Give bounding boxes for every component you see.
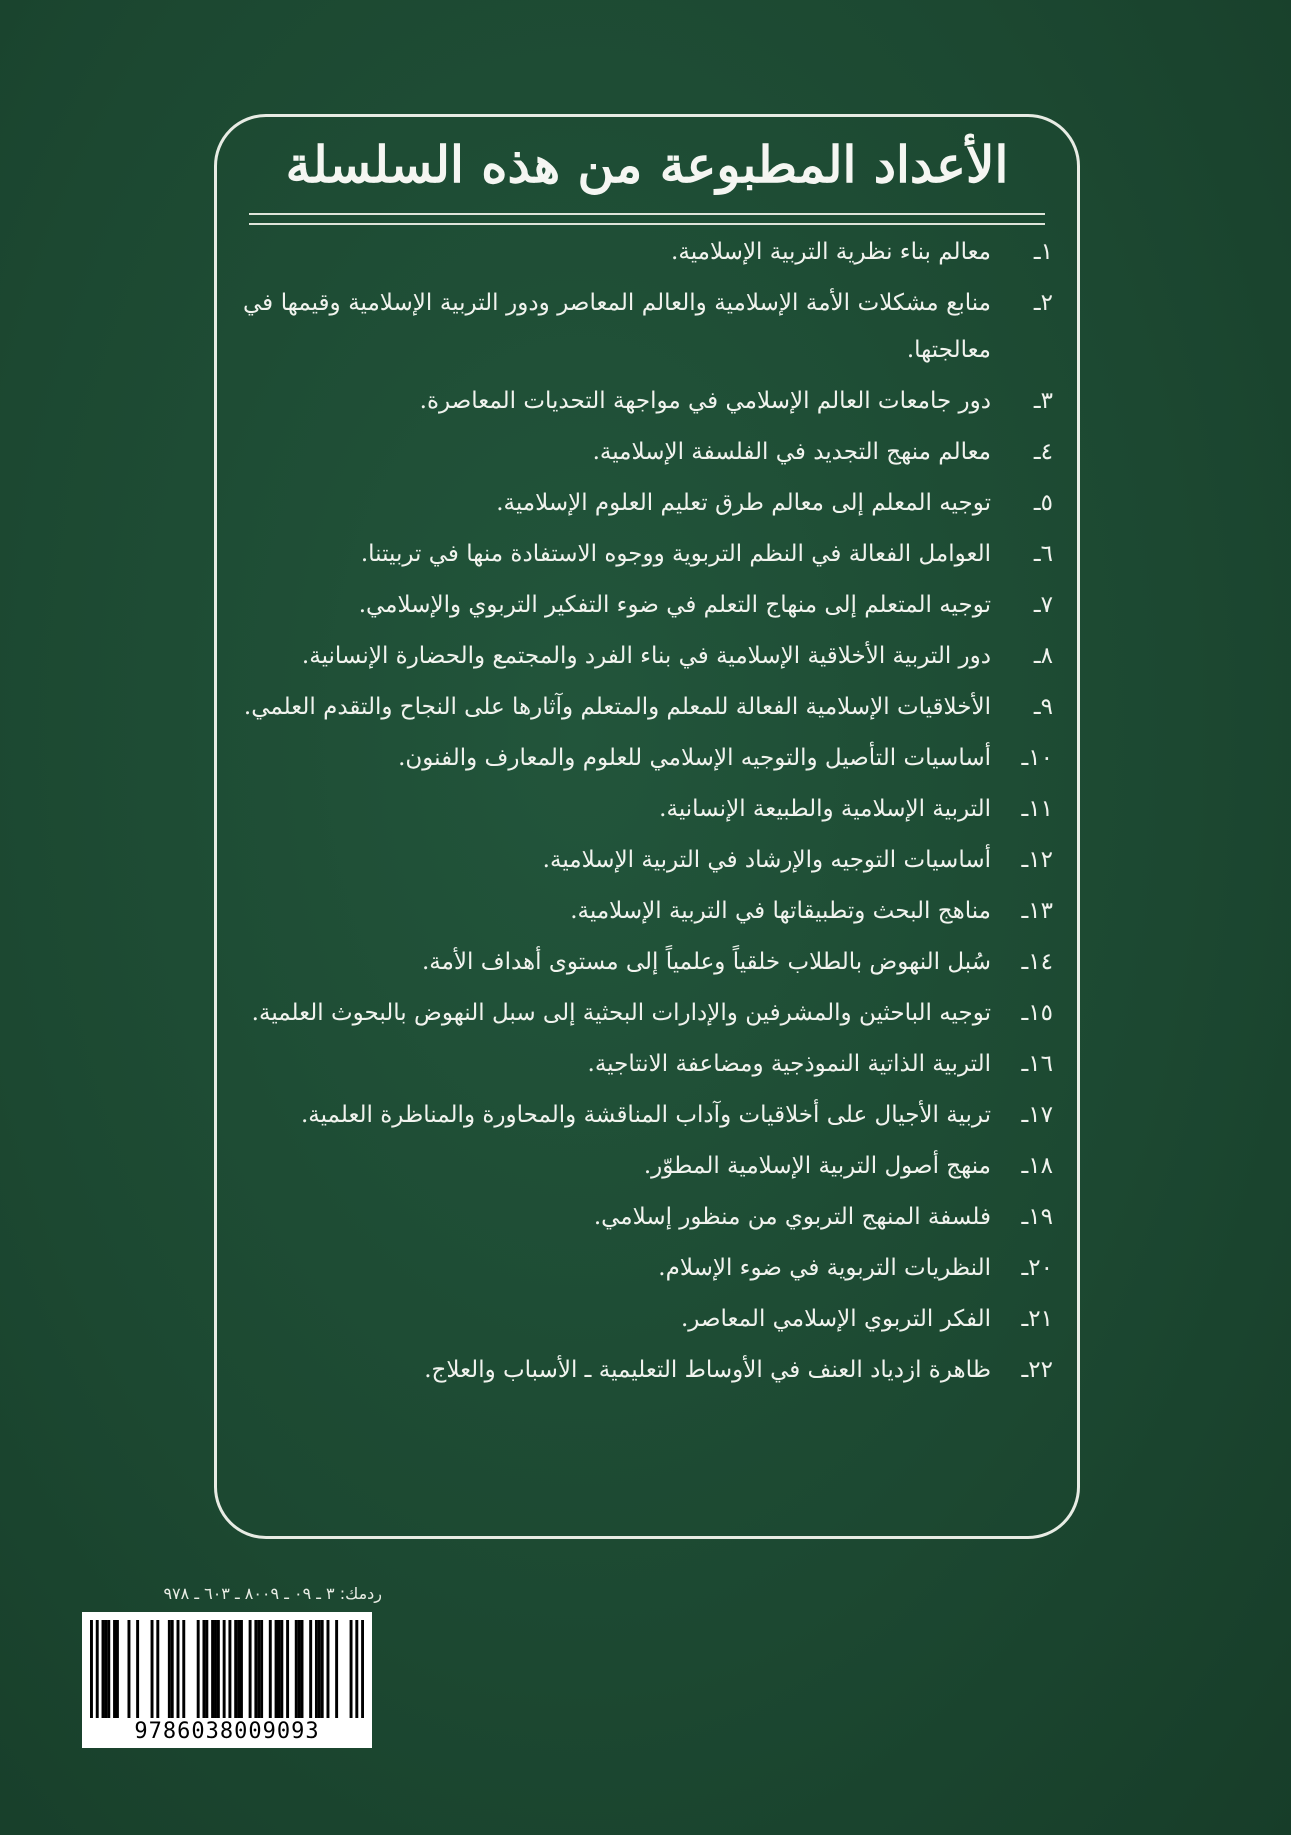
barcode-bar	[361, 1620, 364, 1718]
barcode-bar	[327, 1620, 330, 1718]
barcode-bar	[335, 1620, 338, 1718]
barcode-bar	[177, 1620, 180, 1718]
barcode-bar	[321, 1620, 324, 1718]
list-item	[243, 1041, 1053, 1088]
list-item-text: دور التربية الأخلاقية الإسلامية في بناء الفرد والمجتمع والحضارة الإنسانية.	[301, 643, 991, 669]
list-item-number: ٥ـ	[1033, 490, 1053, 516]
barcode	[82, 1612, 372, 1748]
barcode-bar	[315, 1620, 318, 1718]
list-item-text: التربية الذاتية النموذجية ومضاعفة الانتاجية.	[587, 1051, 991, 1077]
list-item	[243, 229, 1053, 276]
barcode-bar	[269, 1620, 272, 1718]
list-item-number: ٤ـ	[1033, 439, 1053, 465]
barcode-bar	[107, 1620, 110, 1718]
list-item-number: ١٥ـ	[1021, 1000, 1053, 1026]
list-item-number: ٧ـ	[1033, 592, 1053, 618]
barcode-bar	[298, 1620, 301, 1718]
list-item	[243, 1092, 1053, 1139]
list-item	[243, 633, 1053, 680]
list-item-text: توجيه الباحثين والمشرفين والإدارات البحثية إلى سبل النهوض بالبحوث العلمية.	[251, 1000, 991, 1026]
list-item	[243, 1245, 1053, 1292]
list-item	[243, 280, 1053, 374]
series-list-frame	[214, 114, 1080, 1539]
list-item-text: معالم بناء نظرية التربية الإسلامية.	[671, 239, 991, 265]
list-item	[243, 888, 1053, 935]
barcode-bar	[318, 1620, 321, 1718]
list-item-text: تربية الأجيال على أخلاقيات وآداب المناقشة والمحاورة والمناظرة العلمية.	[300, 1102, 991, 1128]
barcode-bar	[217, 1620, 220, 1718]
list-item	[243, 1347, 1053, 1394]
series-list	[243, 229, 1053, 1398]
barcode-bar	[277, 1620, 280, 1718]
barcode-bar	[171, 1620, 174, 1718]
list-item-number: ١٢ـ	[1021, 847, 1053, 873]
list-item-text: الأخلاقيات الإسلامية الفعالة للمعلم والمتعلم وآثارها على النجاح والتقدم العلمي.	[243, 694, 991, 720]
barcode-bar	[211, 1620, 214, 1718]
list-item-number: ١٣ـ	[1021, 898, 1053, 924]
barcode-bar	[214, 1620, 217, 1718]
barcode-bar	[350, 1620, 353, 1718]
list-item	[243, 735, 1053, 782]
barcode-bar	[228, 1620, 231, 1718]
barcode-bar	[116, 1620, 119, 1718]
list-item-number: ٣ـ	[1033, 388, 1053, 414]
barcode-bar	[182, 1620, 185, 1718]
list-item-number: ١ـ	[1033, 239, 1053, 265]
list-item-text: سُبل النهوض بالطلاب خلقياً وعلمياً إلى مستوى أهداف الأمة.	[421, 949, 991, 975]
list-item-number: ٦ـ	[1033, 541, 1053, 567]
isbn-label: ردمك: ٣ ـ ٠٩ ـ ٨٠٠٩ ـ ٦٠٣ ـ ٩٧٨	[163, 1584, 382, 1603]
list-item-number: ٢٠ـ	[1021, 1255, 1053, 1281]
barcode-bars	[90, 1620, 364, 1718]
list-item	[243, 1296, 1053, 1343]
list-item	[243, 378, 1053, 425]
list-item	[243, 1194, 1053, 1241]
list-item-number: ١٤ـ	[1021, 949, 1053, 975]
list-item	[243, 939, 1053, 986]
list-item-text: منهج أصول التربية الإسلامية المطوّر.	[643, 1153, 991, 1179]
barcode-bar	[249, 1620, 252, 1718]
barcode-bar	[104, 1620, 107, 1718]
barcode-bar	[286, 1620, 289, 1718]
list-item-text: التربية الإسلامية والطبيعة الإنسانية.	[659, 796, 991, 822]
list-item-number: ١٧ـ	[1021, 1102, 1053, 1128]
barcode-bar	[90, 1620, 93, 1718]
list-item	[243, 531, 1053, 578]
barcode-bar	[301, 1620, 304, 1718]
list-item-text: منابع مشكلات الأمة الإسلامية والعالم المعاصر ودور التربية الإسلامية وقيمها في معالجتها.	[243, 290, 991, 363]
barcode-bar	[202, 1620, 205, 1718]
list-item-text: أساسيات التأصيل والتوجيه الإسلامي للعلوم والمعارف والفنون.	[398, 745, 991, 771]
list-item-text: العوامل الفعالة في النظم التربوية ووجوه الاستفادة منها في تربيتنا.	[360, 541, 991, 567]
barcode-bar	[197, 1620, 200, 1718]
barcode-bar	[254, 1620, 257, 1718]
list-item	[243, 837, 1053, 884]
list-item-text: أساسيات التوجيه والإرشاد في التربية الإسلامية.	[542, 847, 991, 873]
list-item	[243, 684, 1053, 731]
list-item-text: دور جامعات العالم الإسلامي في مواجهة التحديات المعاصرة.	[419, 388, 991, 414]
barcode-bar	[309, 1620, 312, 1718]
list-item	[243, 990, 1053, 1037]
list-item-number: ٨ـ	[1033, 643, 1053, 669]
barcode-bar	[223, 1620, 226, 1718]
barcode-bar	[234, 1620, 237, 1718]
list-item-number: ١١ـ	[1021, 796, 1053, 822]
list-item-number: ١٠ـ	[1021, 745, 1053, 771]
list-item-number: ٢٢ـ	[1021, 1357, 1053, 1383]
barcode-bar	[96, 1620, 99, 1718]
list-item-text: ظاهرة ازدياد العنف في الأوساط التعليمية ـ الأسباب والعلاج.	[424, 1357, 991, 1383]
list-item-number: ١٨ـ	[1021, 1153, 1053, 1179]
barcode-bar	[257, 1620, 260, 1718]
series-title: الأعداد المطبوعة من هذه السلسلة	[285, 135, 1009, 194]
barcode-bar	[127, 1620, 130, 1718]
title-divider-bottom	[249, 223, 1045, 225]
barcode-bar	[102, 1620, 105, 1718]
barcode-bar	[205, 1620, 208, 1718]
list-item-text: توجيه المعلم إلى معالم طرق تعليم العلوم الإسلامية.	[496, 490, 991, 516]
barcode-bar	[280, 1620, 283, 1718]
list-item	[243, 429, 1053, 476]
barcode-bar	[260, 1620, 263, 1718]
barcode-bar	[355, 1620, 358, 1718]
list-item	[243, 786, 1053, 833]
barcode-bar	[275, 1620, 278, 1718]
barcode-digits: 9786038009093	[134, 1719, 320, 1744]
list-item-number: ٩ـ	[1033, 694, 1053, 720]
list-item-text: توجيه المتعلم إلى منهاج التعلم في ضوء التفكير التربوي والإسلامي.	[358, 592, 991, 618]
barcode-bar	[240, 1620, 243, 1718]
barcode-bar	[237, 1620, 240, 1718]
list-item	[243, 582, 1053, 629]
barcode-bar	[151, 1620, 154, 1718]
list-item	[243, 1143, 1053, 1190]
list-item-number: ١٦ـ	[1021, 1051, 1053, 1077]
list-item-number: ١٩ـ	[1021, 1204, 1053, 1230]
barcode-bar	[295, 1620, 298, 1718]
list-item	[243, 480, 1053, 527]
list-item-text: فلسفة المنهج التربوي من منظور إسلامي.	[593, 1204, 991, 1230]
list-item-text: الفكر التربوي الإسلامي المعاصر.	[681, 1306, 991, 1332]
barcode-bar	[136, 1620, 139, 1718]
list-item-text: معالم منهج التجديد في الفلسفة الإسلامية.	[592, 439, 991, 465]
list-item-text: النظريات التربوية في ضوء الإسلام.	[658, 1255, 991, 1281]
list-item-text: مناهج البحث وتطبيقاتها في التربية الإسلامية.	[570, 898, 991, 924]
barcode-bar	[113, 1620, 116, 1718]
barcode-bar	[168, 1620, 171, 1718]
list-item-number: ٢١ـ	[1021, 1306, 1053, 1332]
list-item-number: ٢ـ	[1033, 290, 1053, 316]
barcode-bar	[156, 1620, 159, 1718]
title-divider-top	[249, 213, 1045, 215]
